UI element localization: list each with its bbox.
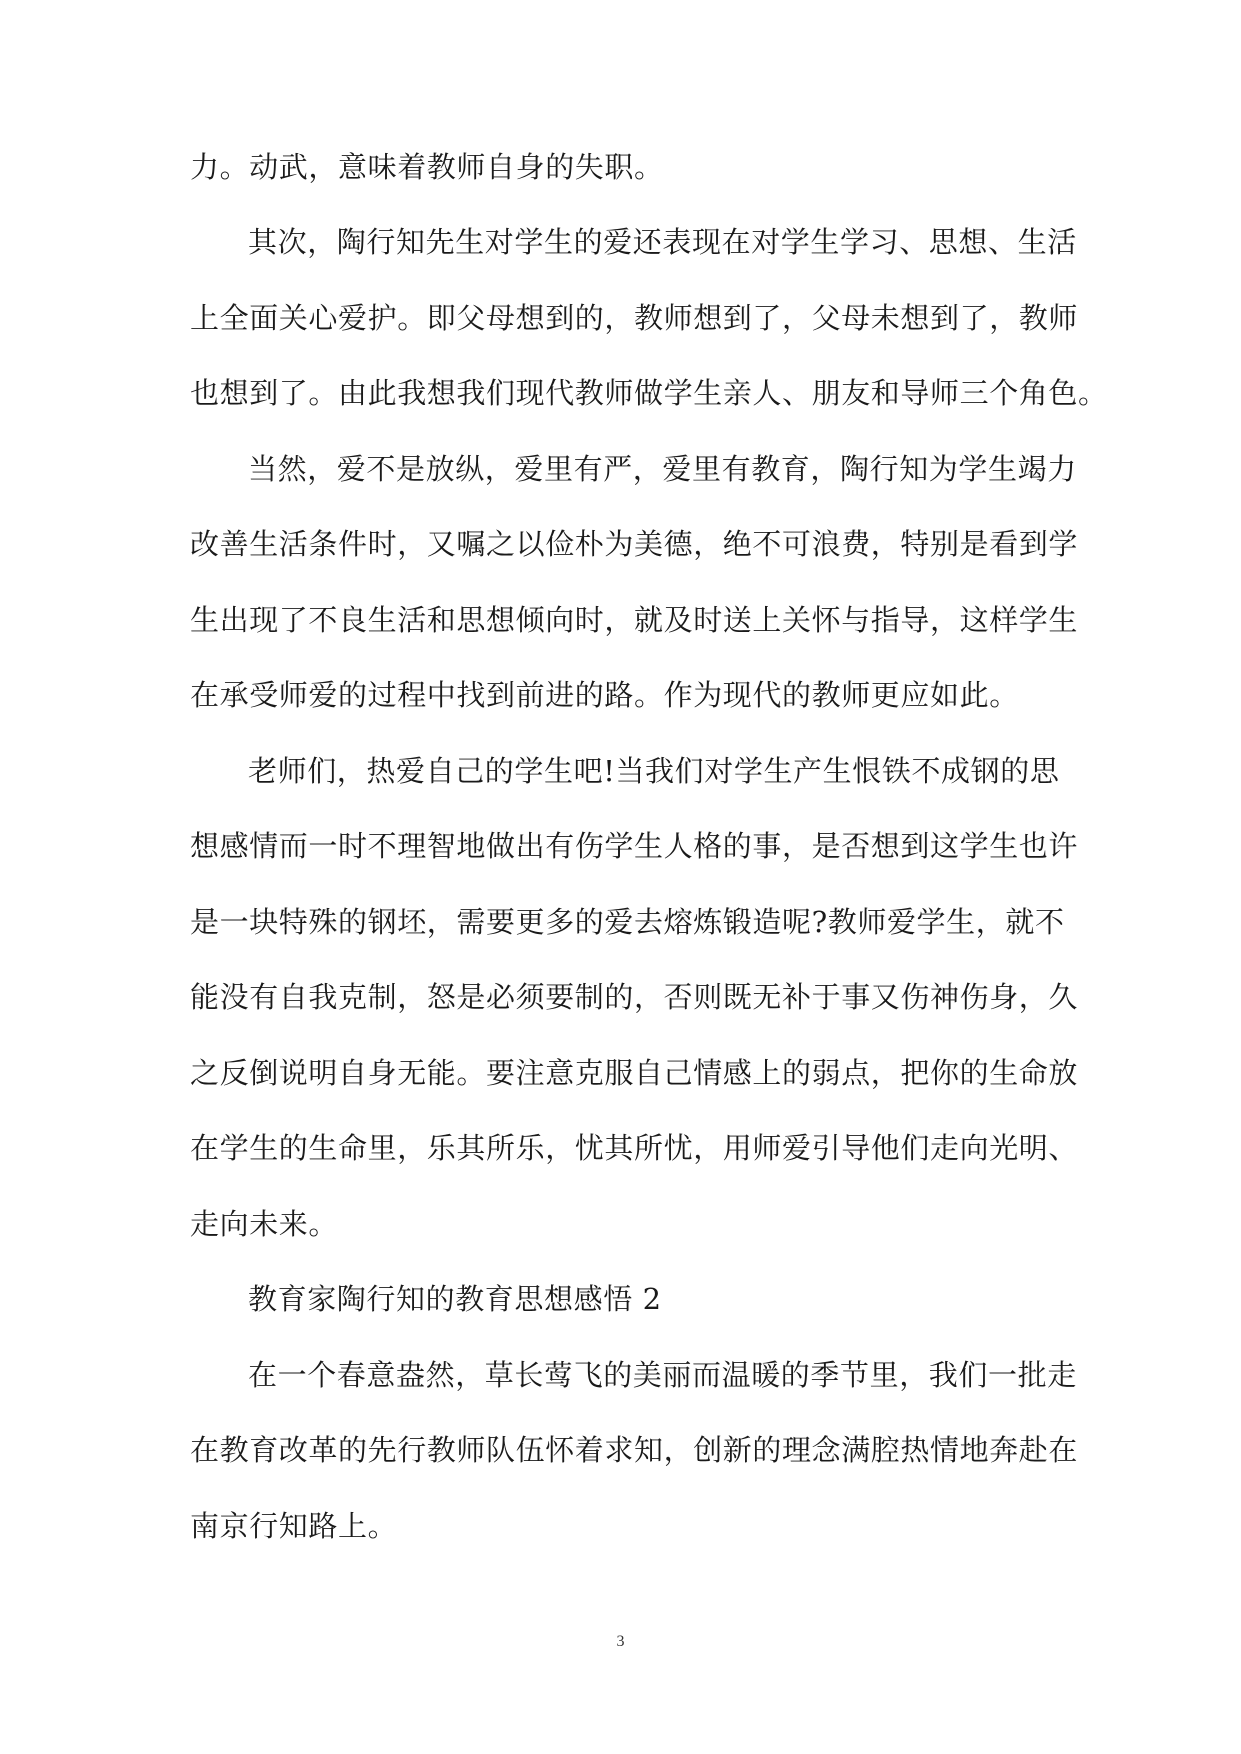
- text-line: 老师们，热爱自己的学生吧!当我们对学生产生恨铁不成钢的思: [248, 754, 1060, 788]
- page-number: 3: [616, 1633, 625, 1650]
- text-line: 之反倒说明自身无能。要注意克服自己情感上的弱点，把你的生命放: [190, 1056, 1079, 1090]
- text-line: 南京行知路上。: [190, 1509, 398, 1543]
- text-line: 在一个春意盎然，草长莺飞的美丽而温暖的季节里，我们一批走: [248, 1358, 1077, 1392]
- section-heading: 教育家陶行知的教育思想感悟 2: [248, 1282, 662, 1316]
- text-line: 是一块特殊的钢坯，需要更多的爱去熔炼锻造呢?教师爱学生，就不: [190, 905, 1065, 939]
- text-line: 生出现了不良生活和思想倾向时，就及时送上关怀与指导，这样学生: [190, 603, 1079, 637]
- text-line: 想感情而一时不理智地做出有伤学生人格的事，是否想到这学生也许: [190, 829, 1079, 863]
- text-line: 走向未来。: [190, 1207, 339, 1241]
- text-line: 改善生活条件时，又嘱之以俭朴为美德，绝不可浪费，特别是看到学: [190, 527, 1079, 561]
- text-line: 在教育改革的先行教师队伍怀着求知，创新的理念满腔热情地奔赴在: [190, 1433, 1079, 1467]
- text-line: 在学生的生命里，乐其所乐，忧其所忧，用师爱引导他们走向光明、: [190, 1131, 1079, 1165]
- text-line: 能没有自我克制，怒是必须要制的，否则既无补于事又伤神伤身，久: [190, 980, 1079, 1014]
- text-line: 其次，陶行知先生对学生的爱还表现在对学生学习、思想、生活: [248, 225, 1077, 259]
- text-line: 力。动武，意味着教师自身的失职。: [190, 150, 664, 184]
- text-line: 也想到了。由此我想我们现代教师做学生亲人、朋友和导师三个角色。: [190, 376, 1108, 410]
- text-line: 在承受师爱的过程中找到前进的路。作为现代的教师更应如此。: [190, 678, 1019, 712]
- text-line: 当然，爱不是放纵，爱里有严，爱里有教育，陶行知为学生竭力: [248, 452, 1077, 486]
- text-line: 上全面关心爱护。即父母想到的，教师想到了，父母未想到了，教师: [190, 301, 1079, 335]
